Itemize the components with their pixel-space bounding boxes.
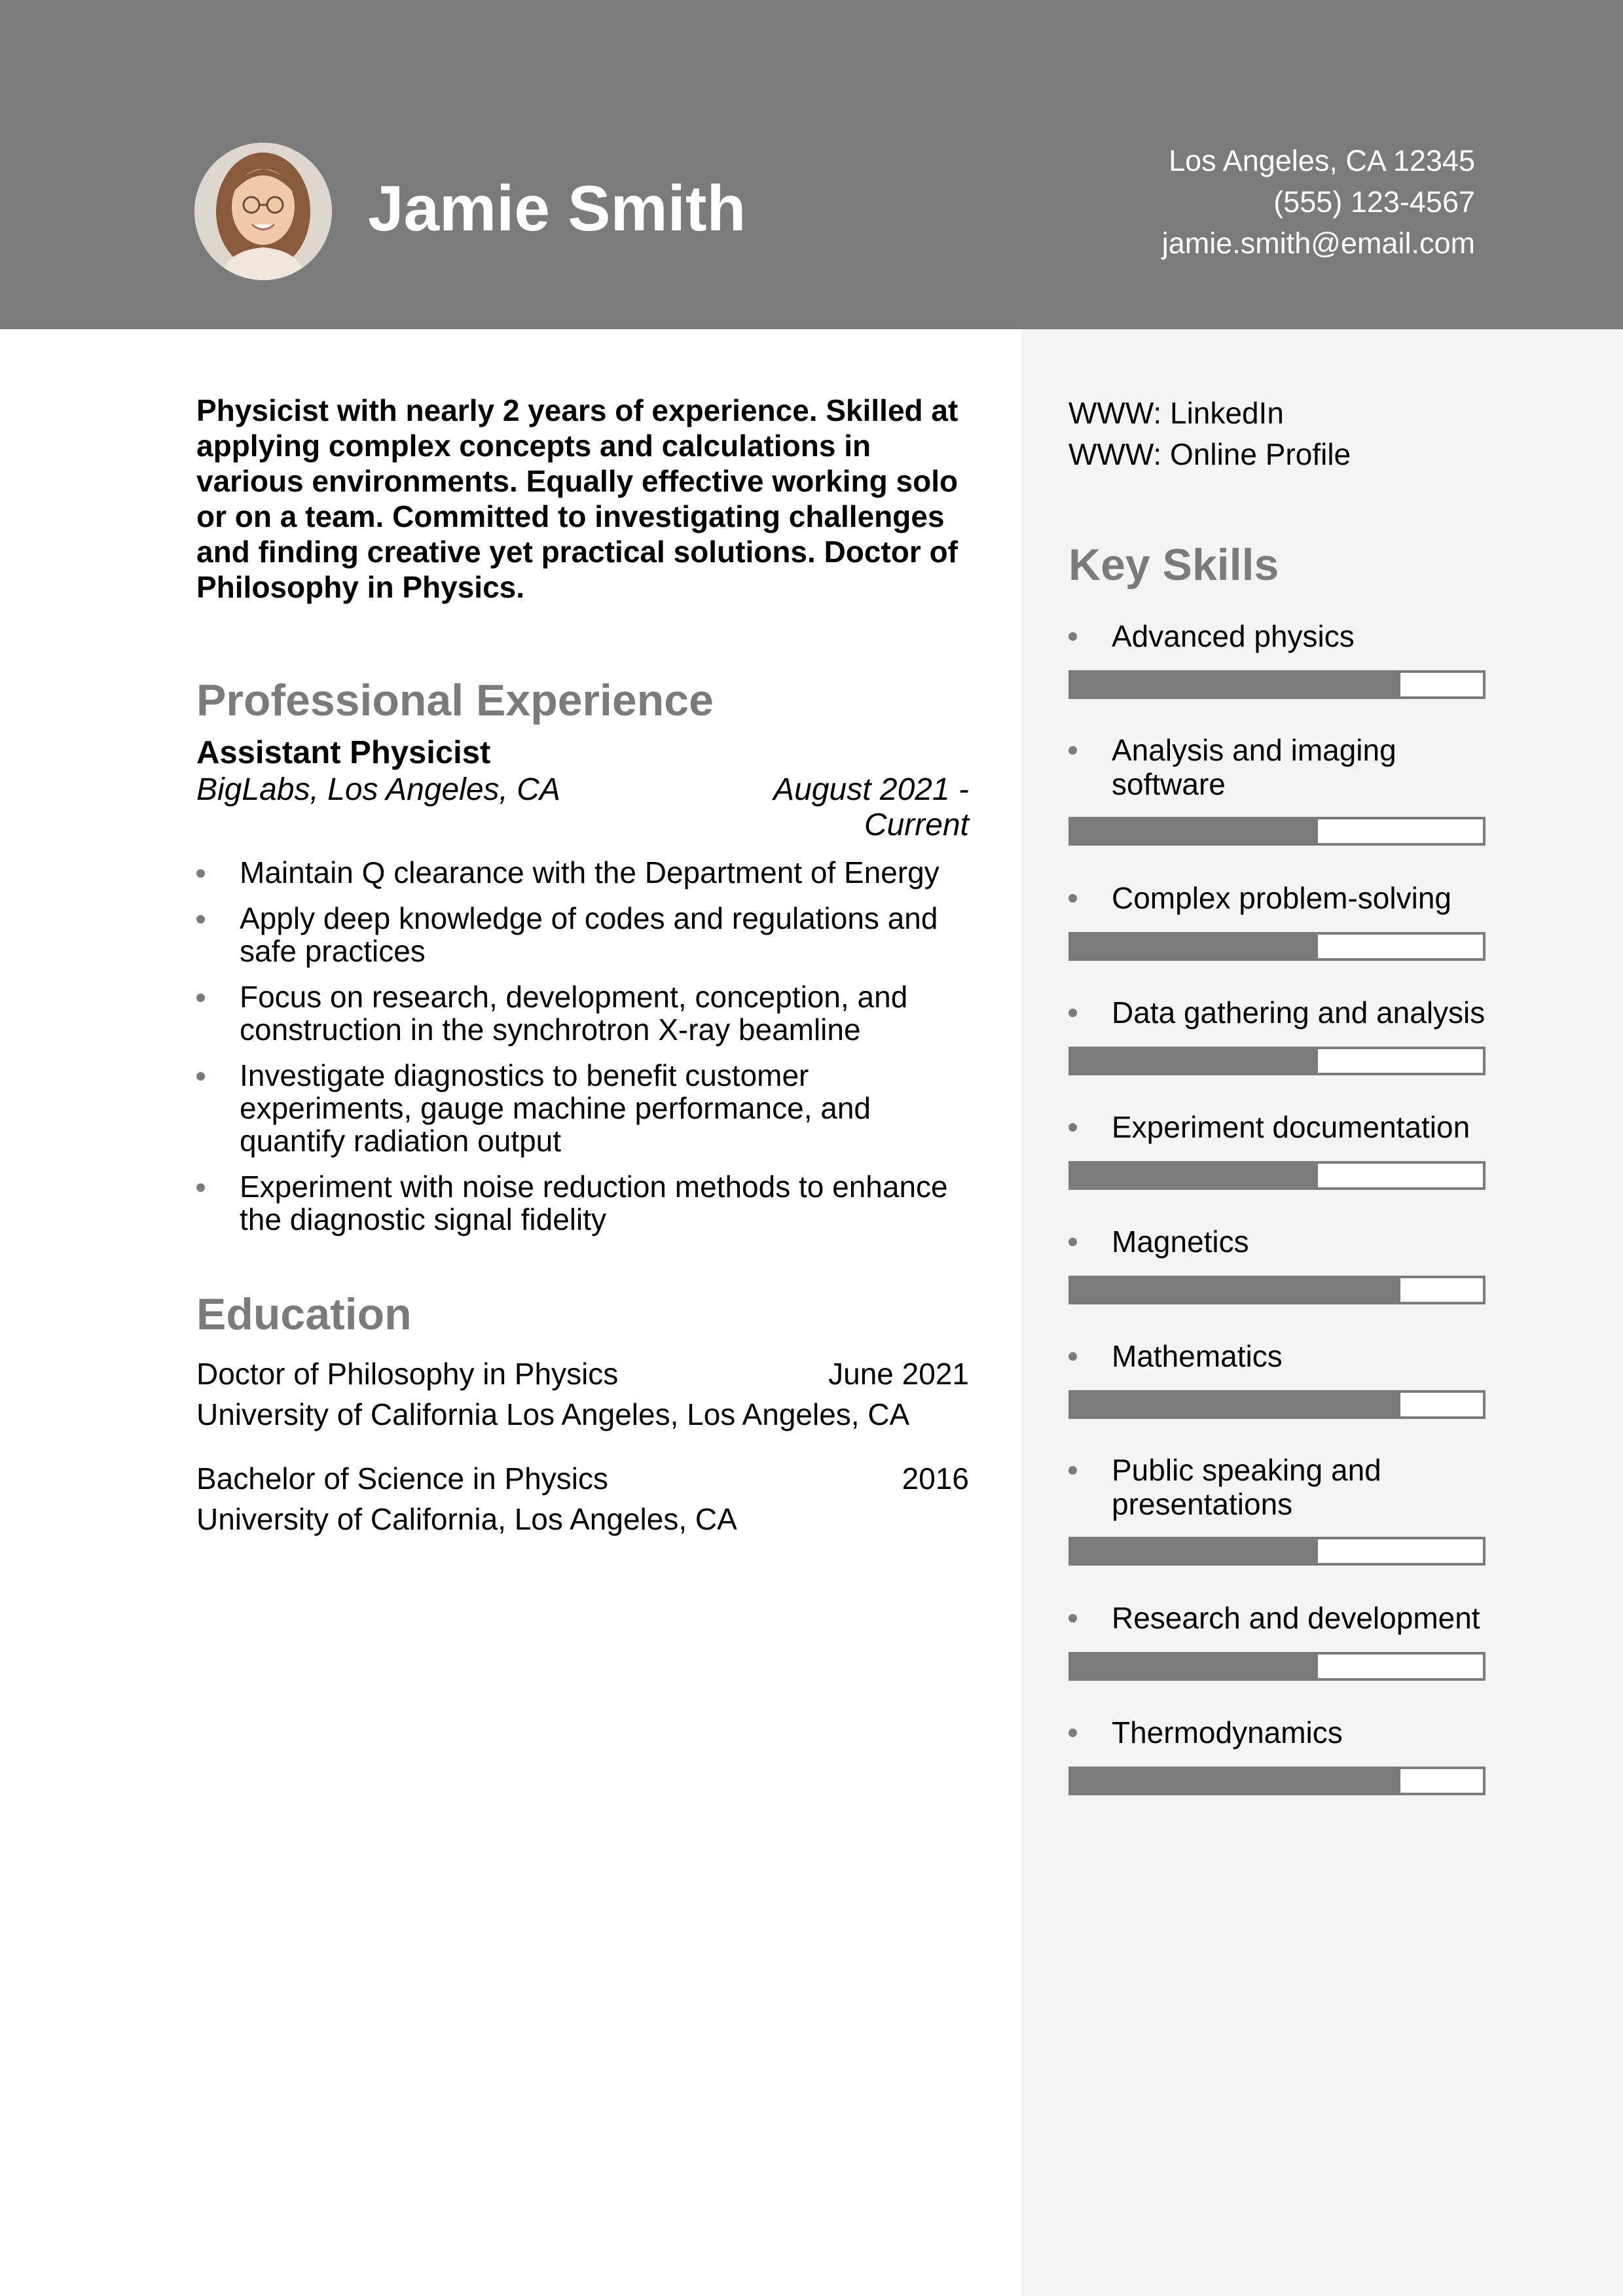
degree-date: 2016 [902,1462,969,1496]
skill-label: Public speaking and presentations [1068,1453,1494,1521]
skill-label: Mathematics [1068,1339,1494,1373]
skill-bar [1068,1161,1486,1190]
profile-photo [194,143,332,280]
skill-level-fill [1071,1278,1400,1302]
skill-label: Research and development [1068,1601,1494,1635]
linkedin-link[interactable]: WWW: LinkedIn [1068,396,1284,430]
skill-level-fill [1071,1769,1400,1793]
skill-label: Analysis and imaging software [1068,733,1494,801]
skill-level-fill [1071,1164,1318,1187]
skill-level-fill [1071,1655,1318,1678]
skill-bar [1068,1537,1486,1566]
degree: Bachelor of Science in Physics [196,1462,608,1496]
job-dates: August 2021 - Current [773,772,969,842]
degree: Doctor of Philosophy in Physics [196,1357,619,1391]
main-column [196,393,969,1539]
skill-label: Advanced physics [1068,619,1494,653]
skill-level-fill [1071,1393,1400,1416]
school: University of California, Los Angeles, CA [196,1502,737,1536]
contact-info [1162,140,1475,264]
skill-label: Experiment documentation [1068,1110,1494,1144]
skill-level-fill [1071,1539,1318,1563]
skill-bar [1068,1390,1486,1419]
job-bullets [196,856,969,1236]
skill-level-fill [1071,819,1318,843]
skill-label: Magnetics [1068,1225,1494,1259]
list-item: Apply deep knowledge of codes and regulations and safe practices [196,902,969,967]
skill-bar [1068,1767,1486,1795]
skill-label: Data gathering and analysis [1068,996,1494,1030]
experience-heading: Professional Experience [196,675,714,725]
list-item: Investigate diagnostics to benefit customer experiments, gauge machine performance, and quantify radiation output [196,1059,969,1157]
resume-header [0,0,1623,329]
skill-bar [1068,817,1486,846]
summary: Physicist with nearly 2 years of experience. Skilled at applying complex concepts and calculations in various environments. Equally effective working solo or on a team. Committed to investigating challenges and finding creative yet practical solutions. Doctor of Philosophy in Physics. [196,393,958,604]
skill-level-fill [1071,673,1400,696]
skill-bar [1068,670,1486,699]
online-profile-link[interactable]: WWW: Online Profile [1068,437,1351,471]
skill-label: Complex problem-solving [1068,881,1494,915]
skill-bar [1068,1276,1486,1304]
list-item: Maintain Q clearance with the Department of Energy [196,856,969,889]
list-item: Experiment with noise reduction methods to enhance the diagnostic signal fidelity [196,1170,969,1236]
skill-bar [1068,1652,1486,1681]
skill-level-fill [1071,935,1318,958]
education-heading: Education [196,1289,412,1339]
skill-bar [1068,932,1486,961]
company: BigLabs, Los Angeles, CA [196,772,560,807]
education-entry [196,1354,969,1435]
skill-level-fill [1071,1049,1318,1073]
education-entry [196,1458,969,1539]
degree-date: June 2021 [828,1357,969,1391]
job-meta [196,772,969,843]
address: Los Angeles, CA 12345 [1169,144,1475,177]
candidate-name: Jamie Smith [368,172,746,244]
avatar [194,143,332,280]
web-links [1068,393,1351,475]
skill-label: Thermodynamics [1068,1715,1494,1749]
school: University of California Los Angeles, Los Angeles, CA [196,1397,910,1431]
email[interactable]: jamie.smith@email.com [1161,226,1475,260]
list-item: Focus on research, development, conception, and construction in the synchrotron X-ray beamline [196,980,969,1046]
job-title: Assistant Physicist [196,735,491,770]
phone: (555) 123-4567 [1273,185,1475,219]
skill-bar [1068,1047,1486,1075]
skills-heading: Key Skills [1068,540,1279,590]
